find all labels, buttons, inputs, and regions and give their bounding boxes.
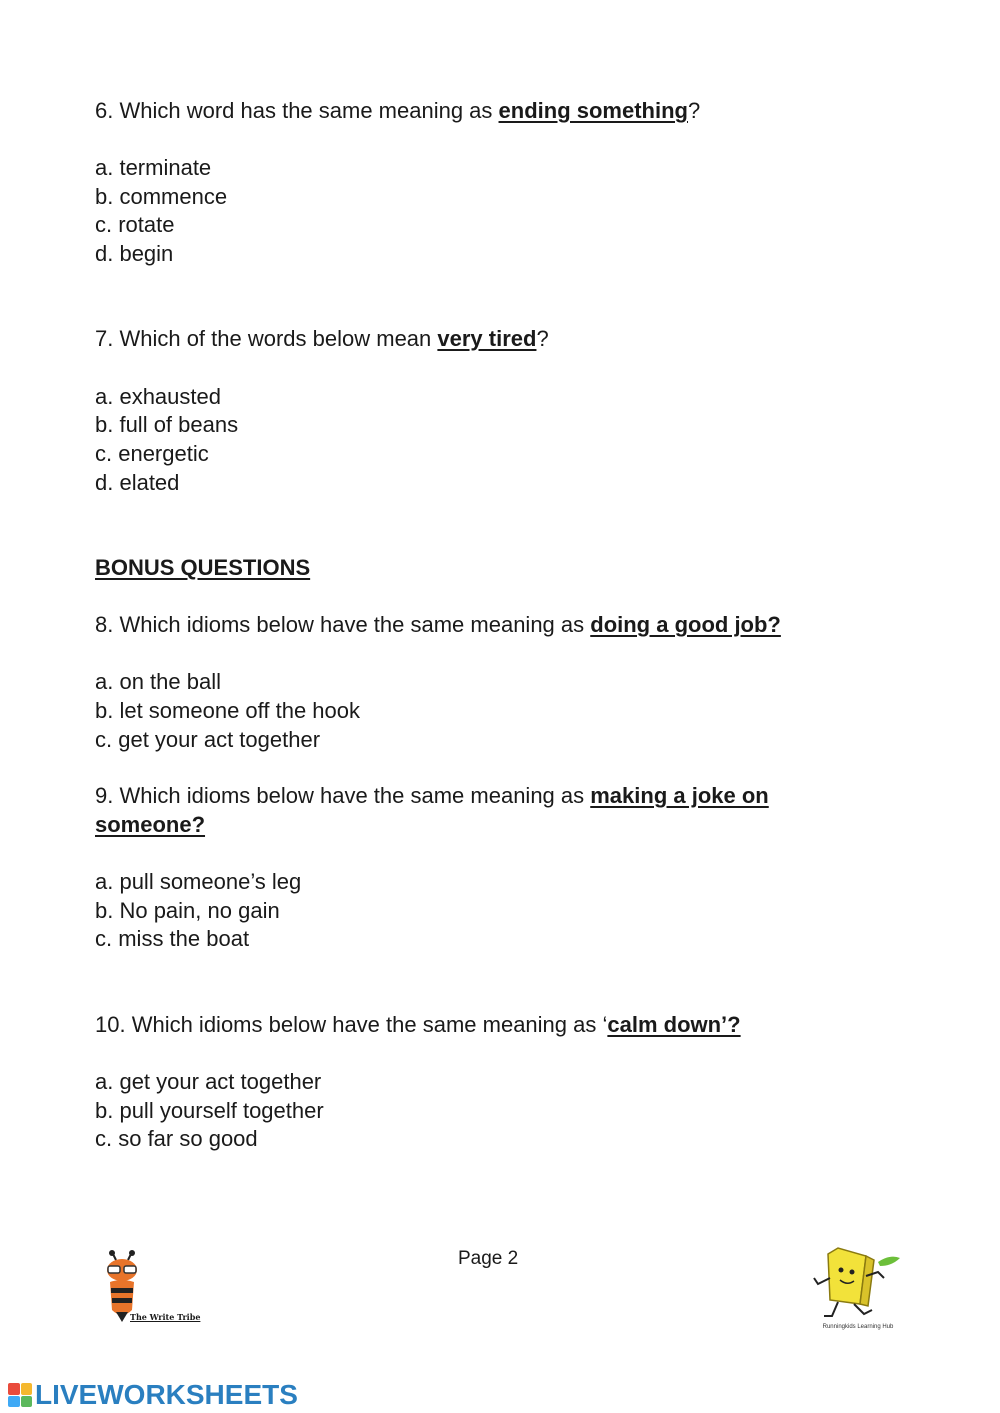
question-9-text: 9. Which idioms below have the same meaning as [95,783,591,808]
question-6 [95,96,700,125]
question-10-keyword: calm down’? [607,1012,741,1037]
question-9-keyword-line2: someone? [95,812,206,837]
question-6-text: 6. Which word has the same meaning as [95,98,499,123]
option-9b: b. No pain, no gain [95,898,280,923]
book-logo-text: Runningkids Learning Hub [822,1324,894,1330]
question-7-text: 7. Which of the words below mean [95,326,438,351]
question-9 [95,781,769,810]
question-7 [95,324,549,353]
option-8c: c. get your act together [95,727,321,752]
option-10c: c. so far so good [95,1126,258,1151]
option-6a: a. terminate [95,155,212,180]
option-9c: c. miss the boat [95,926,250,951]
option-8a: a. on the ball [95,669,221,694]
liveworksheets-logo-icon [8,1383,32,1407]
option-6b: b. commence [95,184,228,209]
question-9-keyword-line1: making a joke on [590,783,769,808]
option-10a: a. get your act together [95,1069,322,1094]
question-8 [95,610,781,639]
bee-logo-text: The Write Tribe [130,1312,201,1322]
question-7-keyword: very tired [437,326,537,351]
book-character-logo-icon [808,1244,908,1324]
option-8b: b. let someone off the hook [95,698,360,723]
option-7b: b. full of beans [95,412,239,437]
option-7d: d. elated [95,470,180,495]
option-7c: c. energetic [95,441,209,466]
option-6d: d. begin [95,241,174,266]
option-7a: a. exhausted [95,384,221,409]
question-7-suffix: ? [536,326,549,351]
option-6c: c. rotate [95,212,175,237]
option-10b: b. pull yourself together [95,1098,324,1123]
bonus-heading: BONUS QUESTIONS [95,555,311,580]
question-8-keyword: doing a good job? [590,612,781,637]
page-number: Page 2 [458,1248,519,1269]
liveworksheets-brand [8,1380,298,1410]
liveworksheets-wordmark: LIVEWORKSHEETS [35,1379,298,1410]
question-6-suffix: ? [687,98,701,123]
question-10-text: 10. Which idioms below have the same meaning as ‘ [95,1012,608,1037]
question-8-text: 8. Which idioms below have the same meaning as [95,612,591,637]
option-9a: a. pull someone’s leg [95,869,302,894]
question-10 [95,1010,741,1039]
question-6-keyword: ending something [498,98,688,123]
